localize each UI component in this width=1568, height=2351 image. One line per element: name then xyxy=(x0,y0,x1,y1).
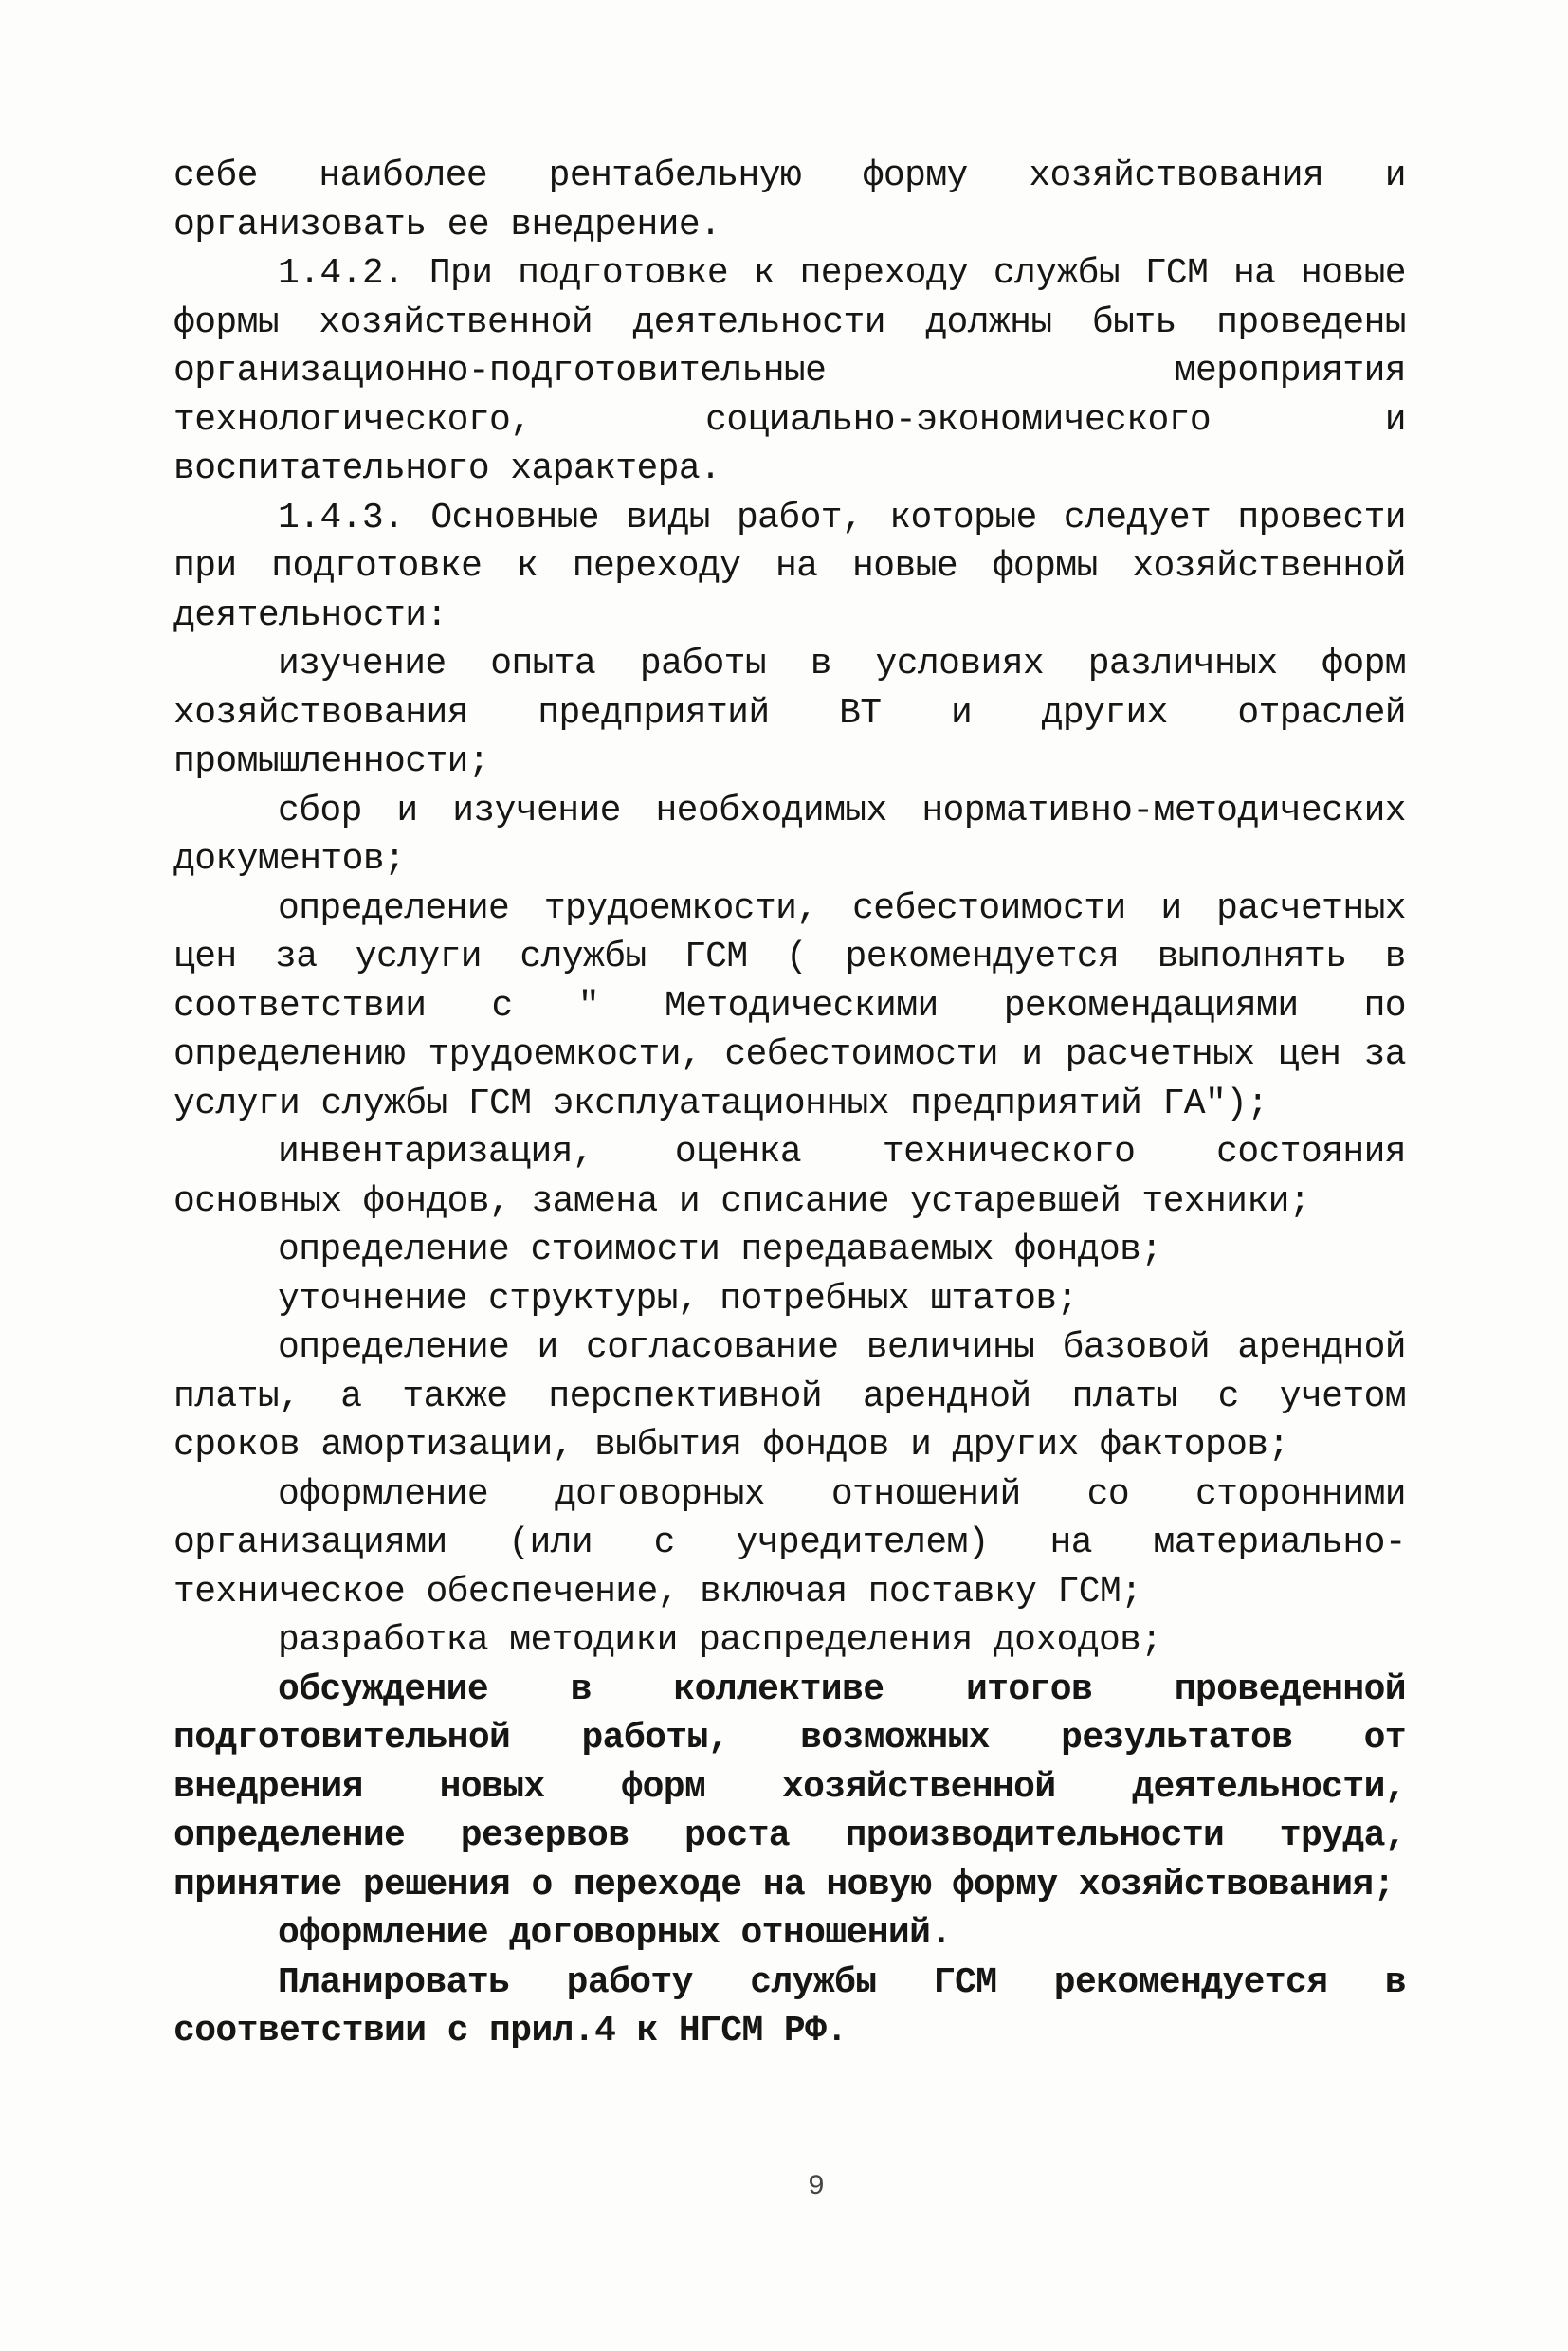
paragraph-1-4-3: 1.4.3. Основные виды работ, которые следует провести при подготовке к переходу на новые формы хозяйственной деятельности: xyxy=(173,497,1406,636)
list-item: оформление договорных отношений со сторонними организациями (или с учредителем) на материально-техническое обеспечение, включая поставку ГСМ; xyxy=(173,1473,1406,1613)
list-item: разработка методики распределения доходов; xyxy=(278,1620,1162,1661)
list-item: определение стоимости передаваемых фондов; xyxy=(278,1230,1162,1270)
list-item: определение и согласование величины базовой арендной платы, а также перспективной арендной платы с учетом сроков амортизации, выбытия фондов и других факторов; xyxy=(173,1327,1406,1466)
list-item: уточнение структуры, потребных штатов; xyxy=(278,1278,1078,1320)
list-item: инвентаризация, оценка технического состояния основных фондов, замена и списание устаревшей техники; xyxy=(173,1132,1406,1222)
list-item: сбор и изучение необходимых нормативно-методических документов; xyxy=(173,790,1406,880)
page-number: 9 xyxy=(808,2171,826,2203)
document-body xyxy=(173,152,1406,2056)
list-item: оформление договорных отношений. xyxy=(278,1913,952,1954)
paragraph-continuation: себе наиболее рентабельную форму хозяйствования и организовать ее внедрение. xyxy=(173,155,1406,246)
list-item: обсуждение в коллективе итогов проведенной подготовительной работы, возможных результатов от внедрения новых форм хозяйственной деятельности, определение резервов роста производительности труда, принятие решения о переходе на новую форму хозяйствования; xyxy=(173,1668,1406,1905)
list-item: изучение опыта работы в условиях различных форм хозяйствования предприятий ВТ и других отраслей промышленности; xyxy=(173,644,1406,782)
list-item: определение трудоемкости, себестоимости и расчетных цен за услуги службы ГСМ ( рекомендуется выполнять в соответствии с " Методическими рекомендациями по определению трудоемкости, себестоимости и расчетных цен за услуги службы ГСМ эксплуатационных предприятий ГА"); xyxy=(173,887,1406,1124)
planning-paragraph: Планировать работу службы ГСМ рекомендуется в соответствии с прил.4 к НГСМ РФ. xyxy=(173,1961,1406,2051)
paragraph-1-4-2: 1.4.2. При подготовке к переходу службы ГСМ на новые формы хозяйственной деятельности должны быть проведены организационно-подготовительные мероприятия технологического, социально-экономического и воспитательного характера. xyxy=(173,253,1406,489)
